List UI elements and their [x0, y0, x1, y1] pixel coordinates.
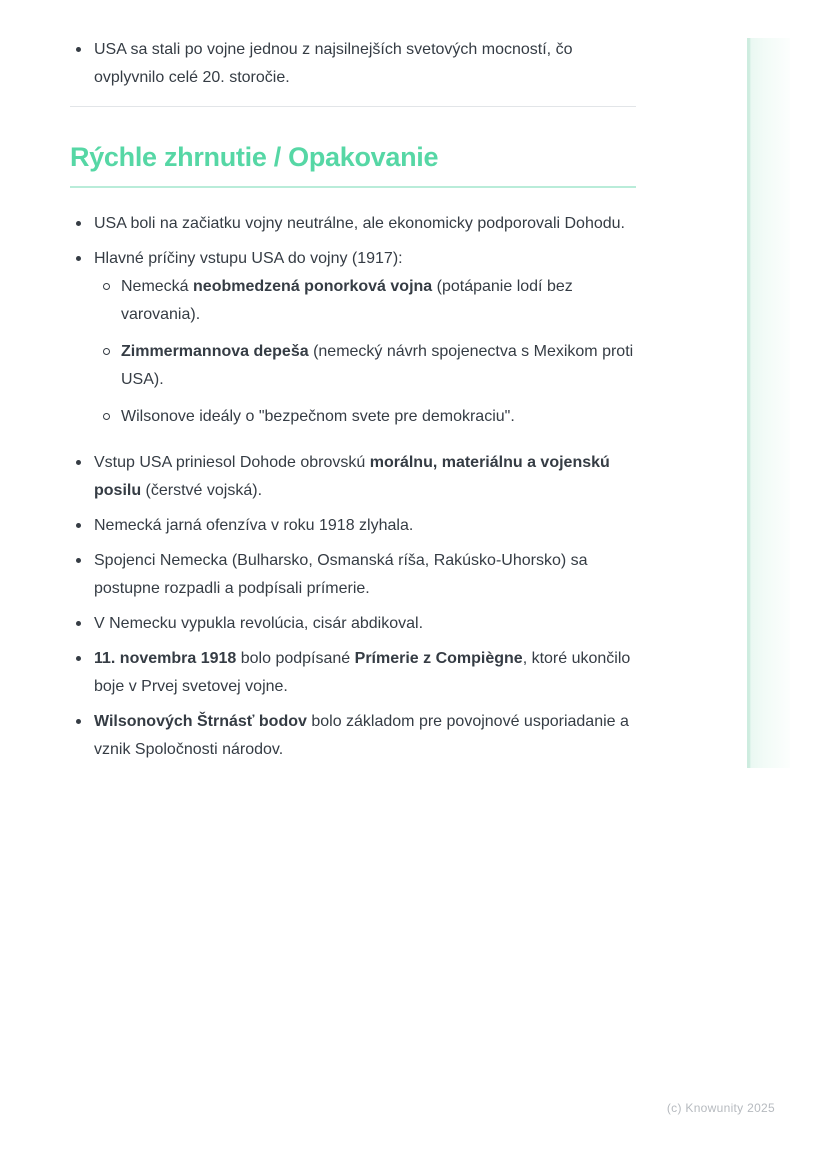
bullet-dot-icon	[76, 621, 81, 626]
bullet-ring-icon	[103, 413, 110, 420]
bullet-dot-icon	[76, 558, 81, 563]
bullet-item	[70, 245, 636, 273]
bullet-text: Spojenci Nemecka (Bulharsko, Osmanská ríša, Rakúsko-Uhorsko) sa postupne rozpadli a podpísali prímerie.	[94, 552, 588, 597]
bullet-ring-icon	[103, 283, 110, 290]
bullet-text: Zimmermannova depeša (nemecký návrh spojenectva s Mexikom proti USA).	[121, 343, 634, 388]
bullet-ring-icon	[103, 348, 110, 355]
bullet-text: V Nemecku vypukla revolúcia, cisár abdikoval.	[94, 615, 424, 632]
section-divider	[70, 106, 636, 107]
bullet-text: USA sa stali po vojne jednou z najsilnejších svetových mocností, čo ovplyvnilo celé 20. storočie.	[94, 41, 573, 86]
bullet-item	[70, 210, 636, 238]
bullet-dot-icon	[76, 221, 81, 226]
bullet-text: Wilsonove ideály o "bezpečnom svete pre demokraciu".	[121, 408, 515, 425]
bullet-text: Vstup USA priniesol Dohode obrovskú morálnu, materiálnu a vojenskú posilu (čerstvé vojská).	[94, 454, 610, 499]
summary-section-title: Rýchle zhrnutie / Opakovanie	[70, 142, 439, 172]
sub-bullet-item	[103, 338, 636, 394]
document-content	[70, 36, 636, 764]
bullet-text: Wilsonových Štrnásť bodov bolo základom pre povojnové usporiadanie a vznik Spoločnosti národov.	[94, 713, 629, 758]
bullet-dot-icon	[76, 256, 81, 261]
summary-heading-block	[70, 142, 636, 188]
sub-bullet-item	[103, 403, 636, 431]
bullet-item	[70, 645, 636, 701]
bullet-dot-icon	[76, 460, 81, 465]
page-side-accent-bar	[747, 38, 790, 768]
bullet-dot-icon	[76, 47, 81, 52]
bullet-text: USA boli na začiatku vojny neutrálne, ale ekonomicky podporovali Dohodu.	[94, 215, 625, 232]
bullet-item	[70, 610, 636, 638]
bullet-item	[70, 36, 636, 92]
bullet-item	[70, 512, 636, 540]
bullet-item	[70, 708, 636, 764]
bullet-dot-icon	[76, 719, 81, 724]
bullet-text: Nemecká jarná ofenzíva v roku 1918 zlyhala.	[94, 517, 414, 534]
summary-bullet-list	[70, 210, 636, 764]
intro-bullet-list	[70, 36, 636, 92]
copyright-footer: (c) Knowunity 2025	[666, 1101, 775, 1115]
bullet-item	[70, 547, 636, 603]
bullet-dot-icon	[76, 656, 81, 661]
sub-bullet-item	[103, 273, 636, 329]
bullet-text: Nemecká neobmedzená ponorková vojna (potápanie lodí bez varovania).	[121, 278, 573, 323]
bullet-item	[70, 449, 636, 505]
bullet-dot-icon	[76, 523, 81, 528]
bullet-text: Hlavné príčiny vstupu USA do vojny (1917):	[94, 250, 403, 267]
bullet-text: 11. novembra 1918 bolo podpísané Prímerie z Compiègne, ktoré ukončilo boje v Prvej svetovej vojne.	[94, 650, 631, 695]
